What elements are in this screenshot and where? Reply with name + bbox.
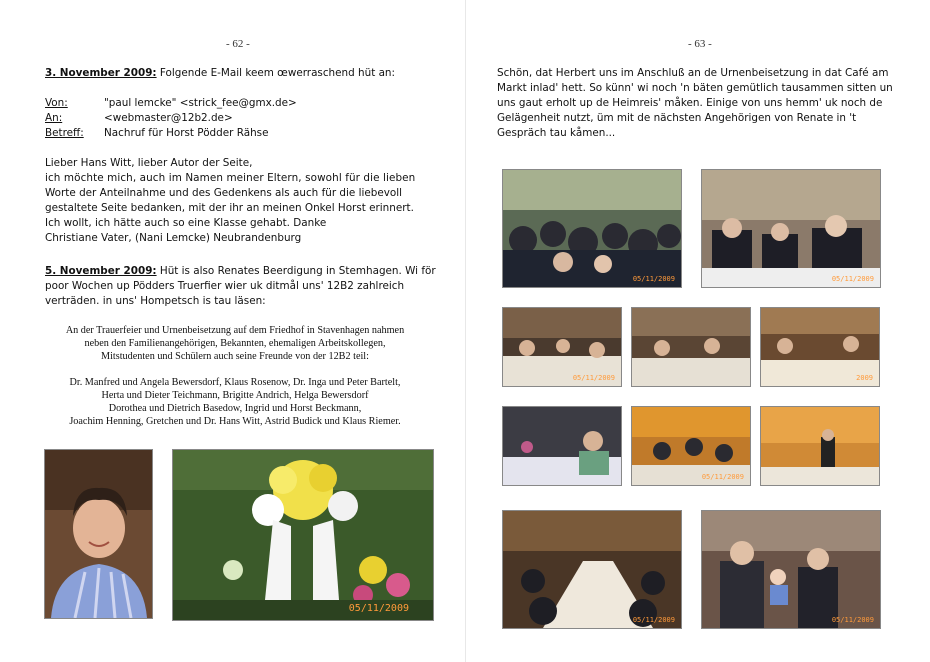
entry-date: 3. November 2009: xyxy=(45,67,157,79)
entry-heading xyxy=(45,66,395,81)
photo-date-stamp: 05/11/2009 xyxy=(831,275,874,283)
mail-to-label: An: xyxy=(45,112,63,124)
entry-intro: Folgende E-Mail keem œwerraschend hüt an: xyxy=(159,67,396,79)
letter-line: Worte der Anteilnahme und des Gedenkens als auch für die liebevoll xyxy=(45,187,403,199)
quote-line: Mitstudenten und Schülern auch seine Freunde von der 12B2 teil: xyxy=(101,351,369,362)
letter-line: ich möchte mich, auch im Namen meiner Eltern, sowohl für die lieben xyxy=(45,172,416,184)
photo-date-stamp: 05/11/2009 xyxy=(348,603,409,614)
entry-heading xyxy=(45,264,436,279)
page-number: - 63 - xyxy=(688,38,712,50)
quote-line: Joachim Henning, Gretchen und Dr. Hans Witt, Astrid Budick und Klaus Riemer. xyxy=(69,416,401,427)
quote-line: Dr. Manfred und Angela Bewersdorf, Klaus Rosenow, Dr. Inga und Peter Bartelt, xyxy=(69,377,401,388)
photo-date-stamp: 05/11/2009 xyxy=(831,616,874,624)
table-photo xyxy=(503,407,621,485)
table-photo xyxy=(632,308,750,386)
paragraph-line: Gespräch tau kåmen... xyxy=(497,127,616,139)
mail-subject-label: Betreff: xyxy=(45,127,84,139)
photo-date-stamp: 05/11/2009 xyxy=(632,616,675,624)
crowd-photo xyxy=(503,170,681,287)
paragraph-line: Markt inlad' hett. So künn' wi noch 'n bäten gemütlich tausammen sitten un xyxy=(497,82,893,94)
page-number: - 62 - xyxy=(226,38,250,50)
quote-block xyxy=(40,324,430,363)
cafe-photo xyxy=(702,170,880,287)
mail-from-value: "paul lemcke" <strick_fee@gmx.de> xyxy=(104,97,297,109)
quote-line: neben den Familienangehörigen, Bekannten, ehemaligen Arbeitskollegen, xyxy=(84,338,386,349)
letter-line: Lieber Hans Witt, lieber Autor der Seite, xyxy=(45,157,253,169)
mail-to-value: <webmaster@12b2.de> xyxy=(104,112,233,124)
entry-text: Hüt is also Renates Beerdigung in Stemhagen. Wi för xyxy=(159,265,436,277)
table-photo xyxy=(761,308,879,386)
photo-date-stamp: 05/11/2009 xyxy=(572,374,615,382)
portrait-photo xyxy=(45,450,152,618)
paragraph-line: Schön, dat Herbert uns im Anschluß an de Urnenbeisetzung in dat Café am xyxy=(497,67,889,79)
table-photo xyxy=(503,308,621,386)
quote-line: An der Trauerfeier und Urnenbeisetzung auf dem Friedhof in Stavenhagen nahmen xyxy=(65,325,405,336)
photo-date-stamp: 05/11/2009 xyxy=(632,275,675,283)
right-page xyxy=(465,0,930,662)
wreath-photo xyxy=(173,450,433,620)
long-table-photo xyxy=(503,511,681,628)
entry-text: poor Wochen up Pödders Truerfier wier uk ditmål uns' 12B2 zahlreich xyxy=(45,280,405,292)
entry-date: 5. November 2009: xyxy=(45,265,157,277)
quote-line: Herta und Dieter Teichmann, Brigitte Andrich, Helga Bewersdorf xyxy=(101,390,369,401)
photo-date-stamp: 05/11/2009 xyxy=(701,473,744,481)
greeting-photo xyxy=(702,511,880,628)
quote-names xyxy=(40,376,430,428)
letter-line: Christiane Vater, (Nani Lemcke) Neubrandenburg xyxy=(45,232,302,244)
paragraph-line: uns gaut erholt up de Heimreis' måken. Einige von uns hemm' uk noch de xyxy=(497,97,883,109)
mail-from-label: Von: xyxy=(45,97,68,109)
mail-subject-value: Nachruf für Horst Pödder Rähse xyxy=(104,127,269,139)
table-photo xyxy=(632,407,750,485)
photo-date-stamp: 2009 xyxy=(856,374,873,382)
quote-line: Dorothea und Dietrich Basedow, Ingrid und Horst Beckmann, xyxy=(108,403,362,414)
letter-line: Ich wollt, ich hätte auch so eine Klasse gehabt. Danke xyxy=(45,217,327,229)
letter-line: gestaltete Seite bedanken, mit der ihr an meinen Onkel Horst erinnert. xyxy=(45,202,414,214)
table-photo xyxy=(761,407,879,485)
paragraph-line: Gelägenheit nutzt, üm mit de nächsten Angehörigen von Renate in 't xyxy=(497,112,857,124)
entry-text: verträden. in uns' Hompetsch is tau läsen: xyxy=(45,295,266,307)
